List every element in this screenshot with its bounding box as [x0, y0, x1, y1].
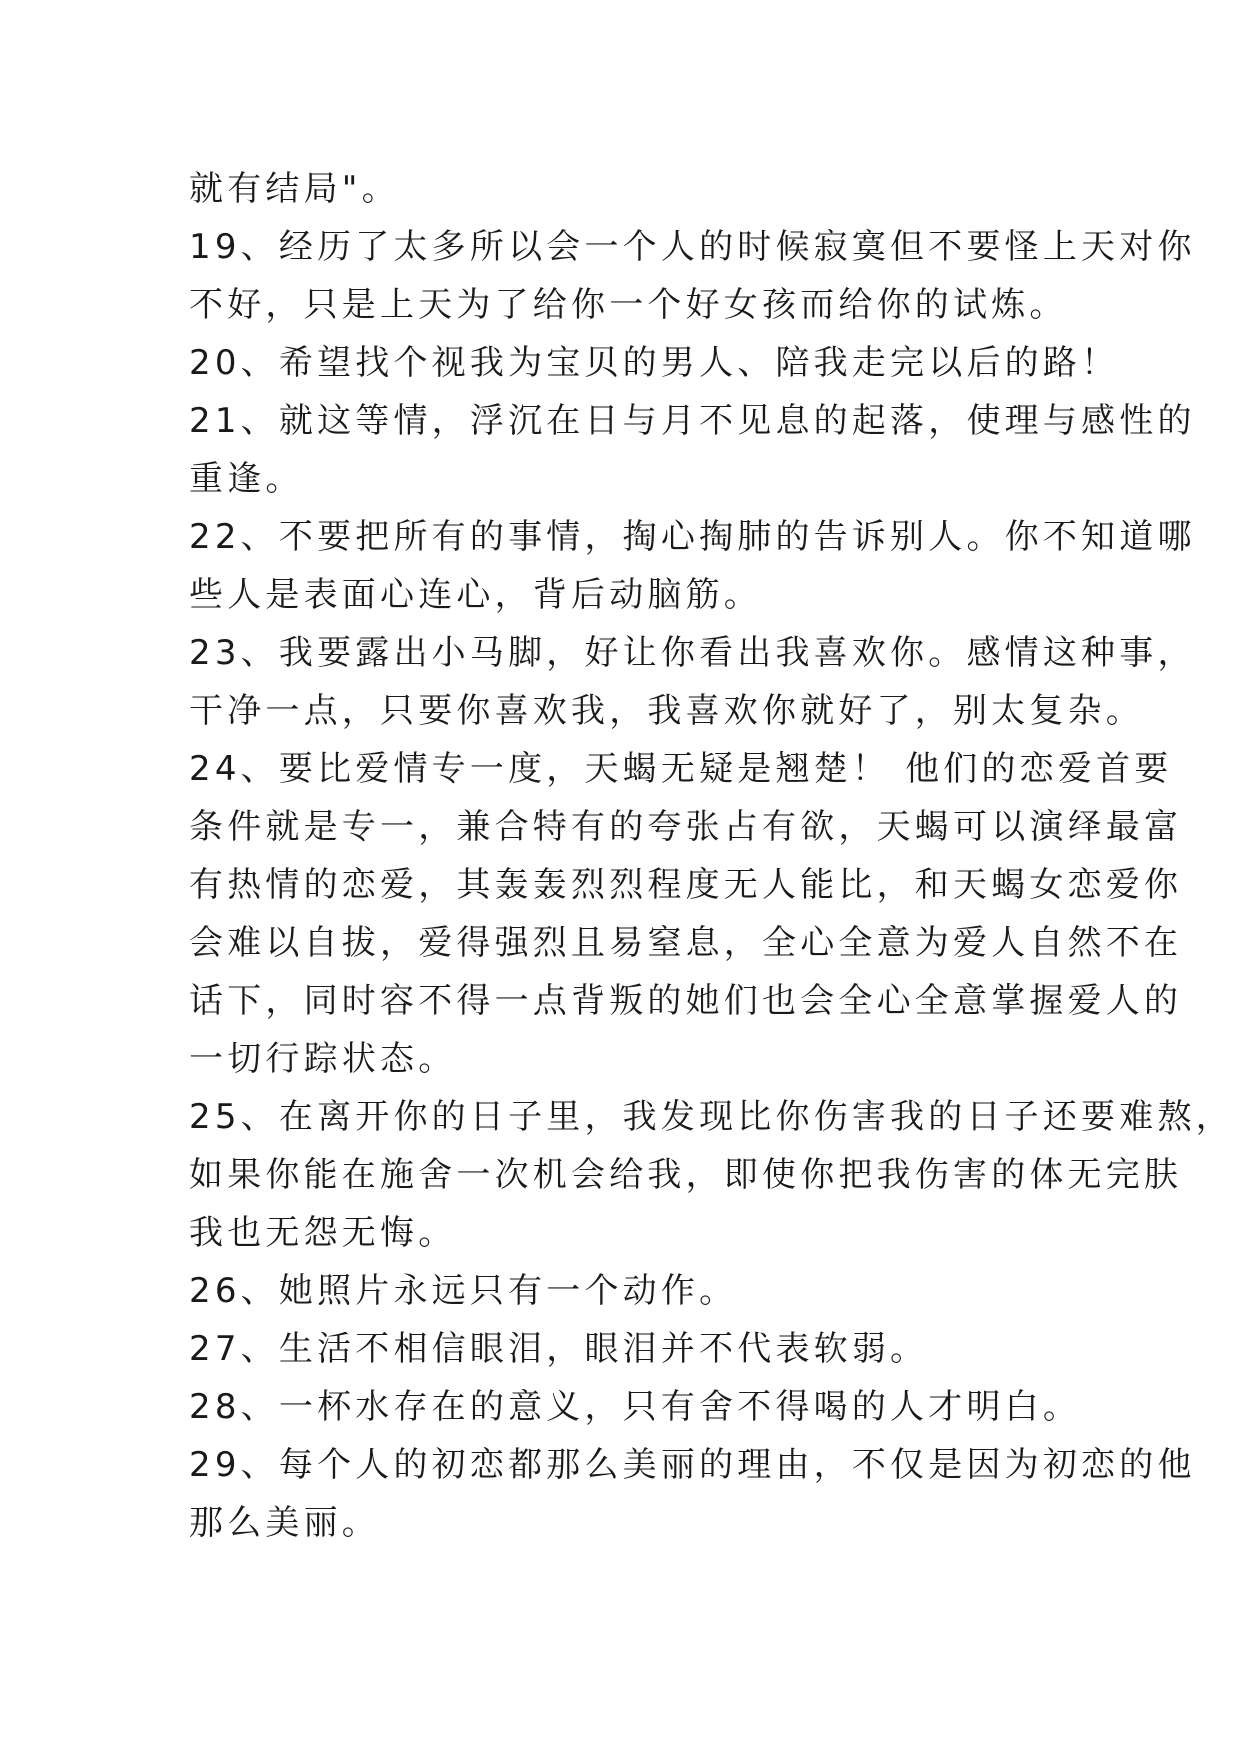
text-line: 20、希望找个视我为宝贝的男人、陪我走完以后的路！: [189, 343, 1120, 383]
text-line: 话下，同时容不得一点背叛的她们也会全心全意掌握爱人的: [189, 981, 1183, 1021]
text-line: 19、经历了太多所以会一个人的时候寂寞但不要怪上天对你: [189, 227, 1196, 267]
text-line: 25、在离开你的日子里，我发现比你伤害我的日子还要难熬，: [189, 1097, 1234, 1137]
document-body: [189, 160, 1234, 1552]
text-line: 23、我要露出小马脚，好让你看出我喜欢你。感情这种事，: [189, 633, 1196, 673]
text-line: 干净一点，只要你喜欢我，我喜欢你就好了，别太复杂。: [189, 691, 1144, 731]
text-line: 我也无怨无悔。: [189, 1213, 457, 1253]
text-line: 一切行踪状态。: [189, 1039, 457, 1079]
text-line: 如果你能在施舍一次机会给我，即使你把我伤害的体无完肤: [189, 1155, 1183, 1195]
text-line: 21、就这等情，浮沉在日与月不见息的起落，使理与感性的: [189, 401, 1196, 441]
text-line: 29、每个人的初恋都那么美丽的理由，不仅是因为初恋的他: [189, 1445, 1196, 1485]
text-line: 27、生活不相信眼泪，眼泪并不代表软弱。: [189, 1329, 929, 1369]
text-line: 会难以自拔，爱得强烈且易窒息，全心全意为爱人自然不在: [189, 923, 1183, 963]
text-line: 24、要比爱情专一度，天蝎无疑是翘楚！ 他们的恋爱首要: [189, 749, 1173, 789]
text-line: 那么美丽。: [189, 1503, 380, 1543]
text-line: 条件就是专一，兼合特有的夸张占有欲，天蝎可以演绎最富: [189, 807, 1183, 847]
text-line: 些人是表面心连心，背后动脑筋。: [189, 575, 762, 615]
text-line: 就有结局"。: [189, 169, 400, 209]
text-line: 有热情的恋爱，其轰轰烈烈程度无人能比，和天蝎女恋爱你: [189, 865, 1183, 905]
text-line: 22、不要把所有的事情，掏心掏肺的告诉别人。你不知道哪: [189, 517, 1196, 557]
text-line: 26、她照片永远只有一个动作。: [189, 1271, 738, 1311]
text-line: 28、一杯水存在的意义，只有舍不得喝的人才明白。: [189, 1387, 1082, 1427]
text-line: 重逢。: [189, 459, 304, 499]
text-line: 不好，只是上天为了给你一个好女孩而给你的试炼。: [189, 285, 1068, 325]
